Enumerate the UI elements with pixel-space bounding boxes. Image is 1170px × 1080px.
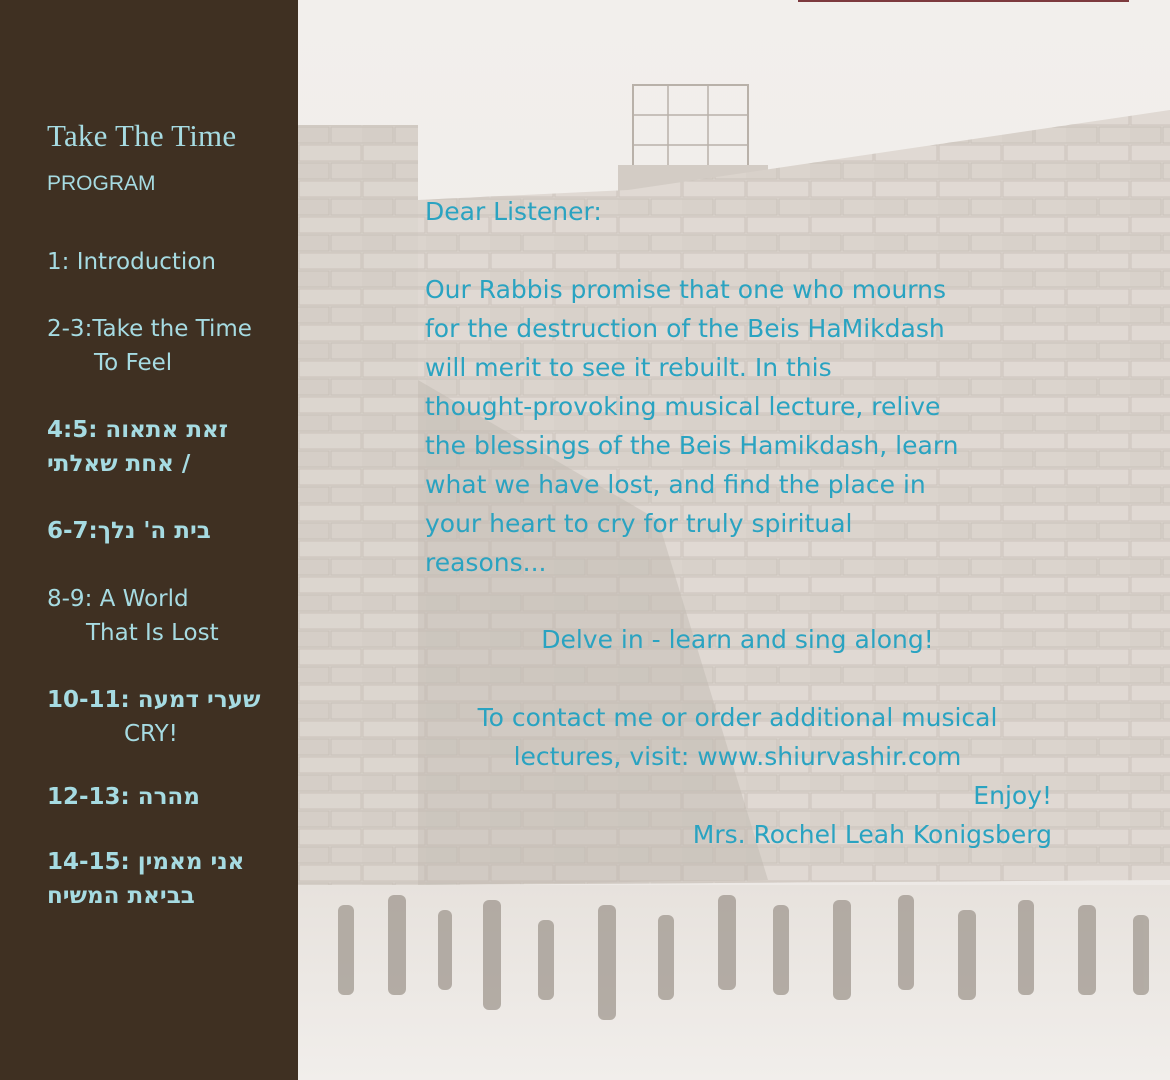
- letter-line: reasons...: [425, 548, 547, 577]
- track-label: 4:5: זאת אתאוה: [47, 417, 228, 443]
- letter-greeting: Dear Listener:: [425, 197, 602, 226]
- letter-body: [425, 270, 1045, 582]
- track-label-continued: That Is Lost: [86, 620, 219, 646]
- letter-line: will merit to see it rebuilt. In this: [425, 353, 832, 382]
- track-label-continued: בביאת המשיח: [47, 883, 195, 909]
- track-item: [47, 582, 219, 650]
- track-item: [47, 413, 228, 481]
- letter-line: Our Rabbis promise that one who mourns: [425, 275, 947, 304]
- track-item: [47, 780, 200, 814]
- letter-line: for the destruction of the Beis HaMikdash: [425, 314, 945, 343]
- signature: Mrs. Rochel Leah Konigsberg: [692, 820, 1052, 849]
- letter-line: your heart to cry for truly spiritual: [425, 509, 853, 538]
- track-label: 8-9: A World: [47, 586, 189, 612]
- letter-line: the blessings of the Beis Hamikdash, learn: [425, 431, 959, 460]
- program-heading: PROGRAM: [47, 172, 156, 195]
- track-label: 1: Introduction: [47, 249, 216, 275]
- track-label-continued: To Feel: [94, 350, 173, 376]
- letter-line: what we have lost, and find the place in: [425, 470, 926, 499]
- delve-line: Delve in - learn and sing along!: [541, 625, 934, 654]
- contact-url-line: lectures, visit: www.shiurvashir.com: [513, 742, 962, 771]
- track-label: 2-3:Take the Time: [47, 316, 252, 342]
- track-item: [47, 514, 211, 548]
- track-item: [47, 845, 244, 913]
- track-item: [47, 312, 252, 380]
- track-label-continued: CRY!: [124, 721, 178, 747]
- accent-bar: [798, 0, 1129, 2]
- track-label: 6-7:בית ה' נלך: [47, 518, 211, 544]
- track-item: [47, 683, 260, 751]
- album-title: Take The Time: [47, 118, 237, 153]
- track-label-continued: אחת שאלתי /: [47, 451, 191, 477]
- track-label: 12-13: מהרה: [47, 784, 200, 810]
- track-list-panel: [0, 0, 298, 1080]
- closing: Enjoy!: [973, 781, 1052, 810]
- track-item: [47, 245, 216, 279]
- contact-line: To contact me or order additional musical: [477, 703, 998, 732]
- track-label: 14-15: אני מאמין: [47, 849, 245, 875]
- track-label: 10-11: שערי דמעה: [47, 687, 261, 713]
- letter-line: thought-provoking musical lecture, relive: [425, 392, 941, 421]
